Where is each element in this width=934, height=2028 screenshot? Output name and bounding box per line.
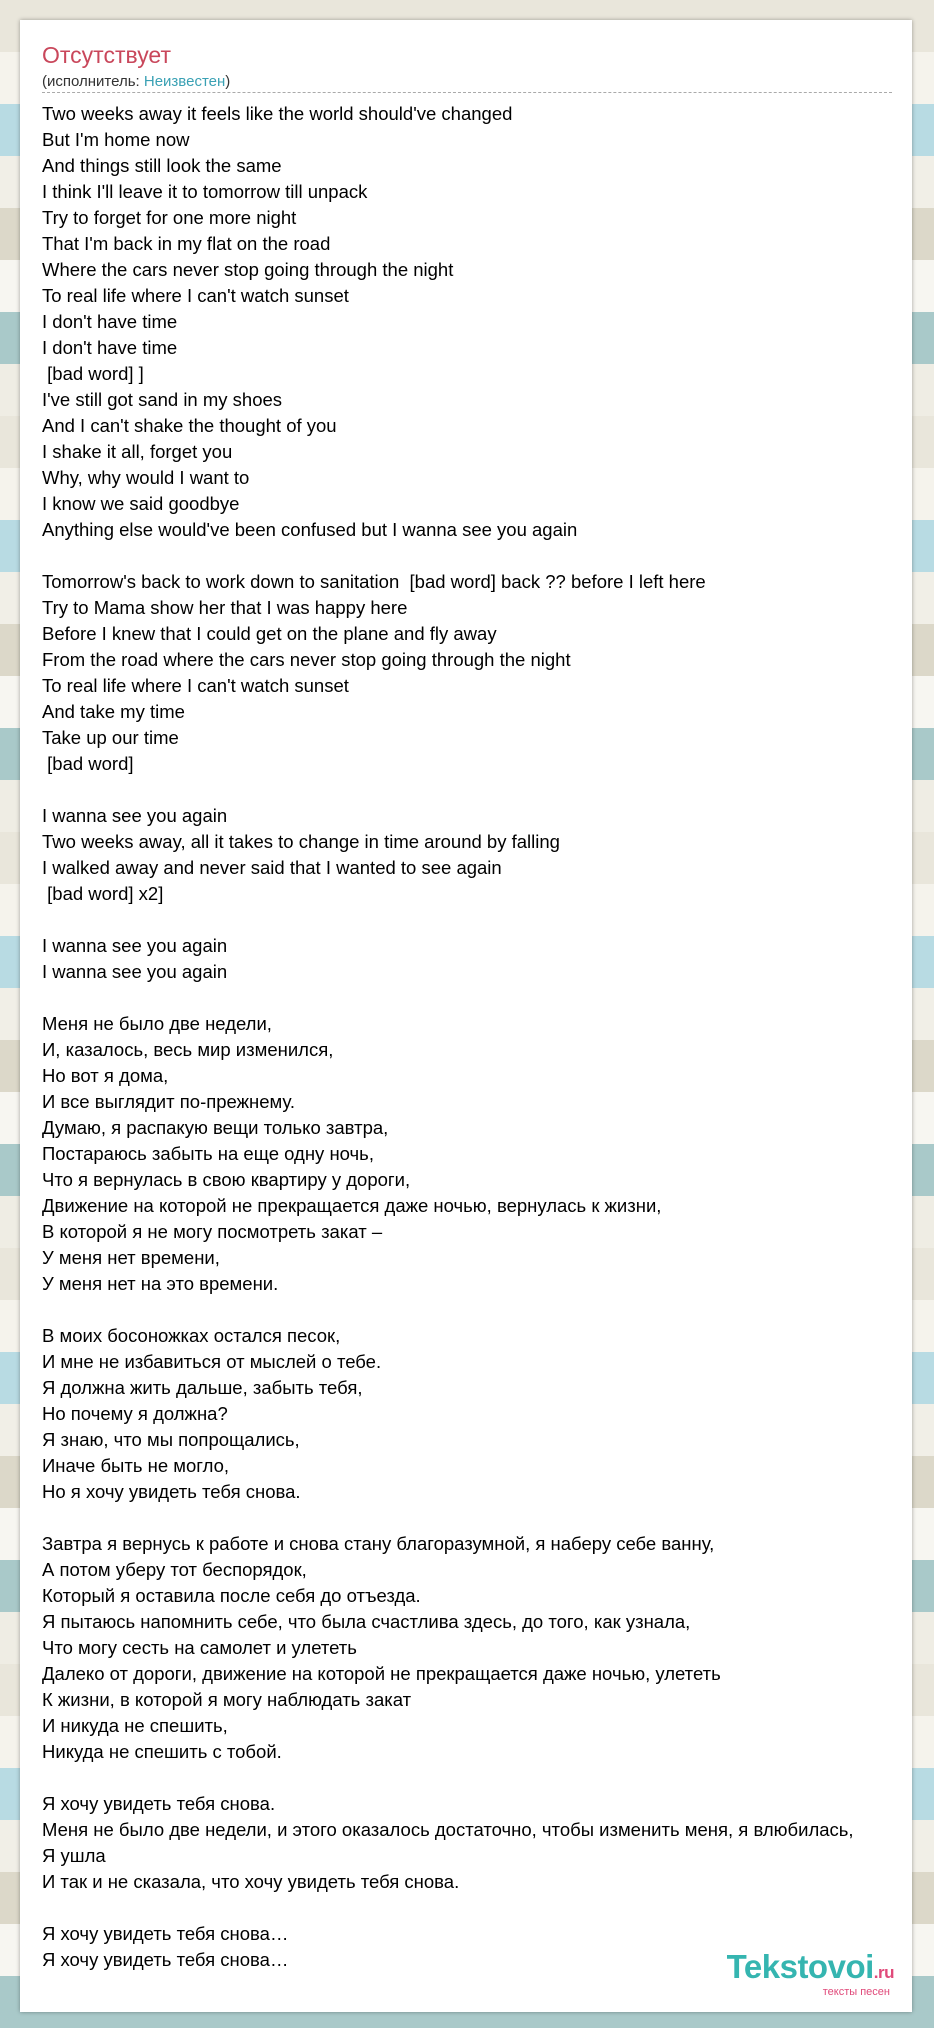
lyrics-line: Меня не было две недели, xyxy=(42,1013,272,1034)
lyrics-line: У меня нет на это времени. xyxy=(42,1273,279,1294)
artist-suffix: ) xyxy=(225,73,231,90)
lyrics-line: Но я хочу увидеть тебя снова. xyxy=(42,1481,301,1502)
lyrics-line: I wanna see you again xyxy=(42,935,228,956)
lyrics-line: Two weeks away, all it takes to change in time around by falling xyxy=(42,831,560,852)
lyrics-line: Меня не было две недели, и этого оказалось достаточно, чтобы изменить меня, я влюбилась, xyxy=(42,1819,854,1840)
lyrics-line: I've still got sand in my shoes xyxy=(42,389,283,410)
lyrics-line: Завтра я вернусь к работе и снова стану благоразумной, я наберу себе ванну, xyxy=(42,1533,715,1554)
lyrics-line: Я хочу увидеть тебя снова… xyxy=(42,1949,289,1970)
lyrics-line: Думаю, я распакую вещи только завтра, xyxy=(42,1117,389,1138)
lyrics-line: В которой я не могу посмотреть закат – xyxy=(42,1221,383,1242)
lyrics-line: Но вот я дома, xyxy=(42,1065,169,1086)
lyrics-line: Try to forget for one more night xyxy=(42,207,297,228)
lyrics-line: And I can't shake the thought of you xyxy=(42,415,337,436)
lyrics-line: Я ушла xyxy=(42,1845,106,1866)
lyrics-line: From the road where the cars never stop going through the night xyxy=(42,649,571,670)
lyrics-line: I don't have time xyxy=(42,337,178,358)
lyrics-line: Tomorrow's back to work down to sanitation [bad word] back ?? before I left here xyxy=(42,571,706,592)
lyrics-line: And take my time xyxy=(42,701,185,722)
lyrics-blank-line xyxy=(42,777,912,803)
lyrics-line: Никуда не спешить с тобой. xyxy=(42,1741,282,1762)
lyrics-line: Далеко от дороги, движение на которой не прекращается даже ночью, улететь xyxy=(42,1663,721,1684)
lyrics-line: I shake it all, forget you xyxy=(42,441,233,462)
lyrics-line: Я хочу увидеть тебя снова. xyxy=(42,1793,276,1814)
lyrics-line: У меня нет времени, xyxy=(42,1247,220,1268)
lyrics-card xyxy=(20,20,912,2012)
lyrics-line: Что я вернулась в свою квартиру у дороги, xyxy=(42,1169,411,1190)
lyrics-line: Движение на которой не прекращается даже ночью, вернулась к жизни, xyxy=(42,1195,662,1216)
lyrics-line: Why, why would I want to xyxy=(42,467,250,488)
lyrics-line: Anything else would've been confused but I wanna see you again xyxy=(42,519,578,540)
artist-prefix: (исполнитель: xyxy=(42,73,144,90)
lyrics-line: And things still look the same xyxy=(42,155,282,176)
lyrics-line: I wanna see you again xyxy=(42,805,228,826)
lyrics-line: Before I knew that I could get on the plane and fly away xyxy=(42,623,497,644)
logo-name: Tekstovoi xyxy=(726,1948,874,1985)
lyrics-line: А потом уберу тот беспорядок, xyxy=(42,1559,307,1580)
lyrics-line: Постараюсь забыть на еще одну ночь, xyxy=(42,1143,374,1164)
lyrics-line: Take up our time xyxy=(42,727,179,748)
lyrics-line: Что могу сесть на самолет и улететь xyxy=(42,1637,357,1658)
lyrics-line: That I'm back in my flat on the road xyxy=(42,233,331,254)
lyrics-line: Иначе быть не могло, xyxy=(42,1455,230,1476)
lyrics-line: Where the cars never stop going through the night xyxy=(42,259,454,280)
lyrics-line: Который я оставила после себя до отъезда. xyxy=(42,1585,421,1606)
lyrics-line: I wanna see you again xyxy=(42,961,228,982)
lyrics-line: Но почему я должна? xyxy=(42,1403,228,1424)
lyrics-line: Я знаю, что мы попрощались, xyxy=(42,1429,300,1450)
artist-line xyxy=(42,73,230,90)
lyrics-line: [bad word] x2] xyxy=(42,883,164,904)
site-logo[interactable] xyxy=(727,1950,894,1998)
lyrics-line: [bad word] xyxy=(42,753,134,774)
lyrics-blank-line xyxy=(42,907,912,933)
lyrics-line: I think I'll leave it to tomorrow till unpack xyxy=(42,181,368,202)
lyrics-line: Я должна жить дальше, забыть тебя, xyxy=(42,1377,363,1398)
lyrics-line: К жизни, в которой я могу наблюдать закат xyxy=(42,1689,412,1710)
lyrics-line: I don't have time xyxy=(42,311,178,332)
lyrics-line: Two weeks away it feels like the world should've changed xyxy=(42,103,513,124)
lyrics-line: Try to Mama show her that I was happy here xyxy=(42,597,408,618)
logo-tagline: тексты песен xyxy=(822,1986,890,1998)
lyrics-line: I walked away and never said that I wanted to see again xyxy=(42,857,502,878)
lyrics-text xyxy=(42,101,912,1973)
lyrics-line: И никуда не спешить, xyxy=(42,1715,228,1736)
lyrics-line: И мне не избавиться от мыслей о тебе. xyxy=(42,1351,382,1372)
song-title: Отсутствует xyxy=(42,42,171,68)
lyrics-line: И все выглядит по-прежнему. xyxy=(42,1091,295,1112)
lyrics-blank-line xyxy=(42,985,912,1011)
lyrics-line: И так и не сказала, что хочу увидеть тебя снова. xyxy=(42,1871,460,1892)
lyrics-blank-line xyxy=(42,543,912,569)
lyrics-line: But I'm home now xyxy=(42,129,190,150)
lyrics-blank-line xyxy=(42,1297,912,1323)
lyrics-line: To real life where I can't watch sunset xyxy=(42,675,349,696)
logo-tld: .ru xyxy=(873,1963,894,1982)
artist-link[interactable]: Неизвестен xyxy=(143,73,226,90)
lyrics-line: Я пытаюсь напомнить себе, что была счастлива здесь, до того, как узнала, xyxy=(42,1611,691,1632)
lyrics-line: И, казалось, весь мир изменился, xyxy=(42,1039,334,1060)
lyrics-line: To real life where I can't watch sunset xyxy=(42,285,349,306)
lyrics-blank-line xyxy=(42,1765,912,1791)
lyrics-line: I know we said goodbye xyxy=(42,493,240,514)
lyrics-blank-line xyxy=(42,1895,912,1921)
lyrics-line: В моих босоножках остался песок, xyxy=(42,1325,341,1346)
lyrics-line: Я хочу увидеть тебя снова… xyxy=(42,1923,289,1944)
title-divider xyxy=(42,92,892,93)
lyrics-line: [bad word] ] xyxy=(42,363,144,384)
lyrics-blank-line xyxy=(42,1505,912,1531)
